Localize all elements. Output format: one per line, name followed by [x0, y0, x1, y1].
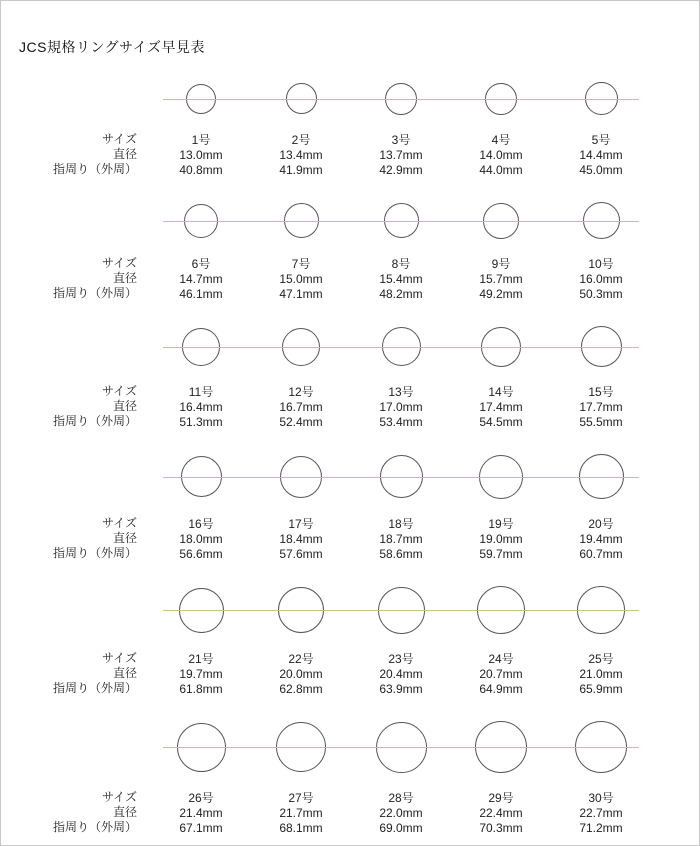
circumference-value: 68.1mm — [279, 820, 323, 835]
circumference-value: 71.2mm — [579, 820, 623, 835]
text-row-diameter — [1, 147, 699, 162]
size-value: 10号 — [588, 257, 614, 271]
row-label-circumference: 指周り（外周） — [52, 414, 137, 428]
size-value: 23号 — [388, 652, 414, 666]
size-value: 21号 — [188, 652, 214, 666]
diameter-value: 22.4mm — [479, 805, 523, 820]
size-row-block — [1, 579, 699, 696]
diameter-value: 20.0mm — [279, 666, 323, 681]
size-value: 7号 — [291, 257, 311, 271]
size-value: 26号 — [188, 791, 214, 805]
size-value: 27号 — [288, 791, 314, 805]
diameter-value: 15.7mm — [479, 271, 523, 286]
circumference-value: 59.7mm — [479, 546, 523, 561]
diameter-value: 13.4mm — [279, 147, 323, 162]
ring-row — [1, 75, 699, 122]
size-value: 25号 — [588, 652, 614, 666]
circumference-value: 41.9mm — [279, 162, 323, 177]
size-value: 17号 — [288, 517, 314, 531]
diameter-value: 13.0mm — [179, 147, 223, 162]
circumference-value: 69.0mm — [379, 820, 423, 835]
size-value: 30号 — [588, 791, 614, 805]
diameter-value: 21.0mm — [579, 666, 623, 681]
size-row-block — [1, 447, 699, 561]
text-row-diameter — [1, 666, 699, 681]
text-row-diameter — [1, 399, 699, 414]
text-row-size — [1, 132, 699, 147]
size-value: 29号 — [488, 791, 514, 805]
size-value: 20号 — [588, 517, 614, 531]
diameter-value: 22.7mm — [579, 805, 623, 820]
row-label-diameter: 直径 — [112, 805, 137, 819]
ring-strip — [151, 195, 651, 246]
diameter-value: 19.4mm — [579, 531, 623, 546]
size-value: 4号 — [491, 133, 511, 147]
ring-guideline — [163, 610, 639, 611]
size-rows-container — [1, 75, 699, 835]
row-label-size: サイズ — [101, 651, 137, 665]
text-row-circumference — [1, 414, 699, 429]
size-row-block — [1, 714, 699, 835]
diameter-value: 15.0mm — [279, 271, 323, 286]
size-row-block — [1, 75, 699, 177]
size-value: 24号 — [488, 652, 514, 666]
text-row-circumference — [1, 162, 699, 177]
diameter-value: 16.0mm — [579, 271, 623, 286]
diameter-value: 14.4mm — [579, 147, 623, 162]
diameter-value: 21.4mm — [179, 805, 223, 820]
text-row-diameter — [1, 271, 699, 286]
size-value: 6号 — [191, 257, 211, 271]
size-value: 3号 — [391, 133, 411, 147]
diameter-value: 18.7mm — [379, 531, 423, 546]
row-label-size: サイズ — [101, 256, 137, 270]
diameter-value: 17.4mm — [479, 399, 523, 414]
ring-strip — [151, 714, 651, 780]
page-title: JCS規格リングサイズ早見表 — [19, 39, 206, 55]
size-value: 16号 — [188, 517, 214, 531]
circumference-value: 54.5mm — [479, 414, 523, 429]
size-value: 13号 — [388, 385, 414, 399]
ring-guideline — [163, 99, 639, 100]
row-label-circumference: 指周り（外周） — [52, 820, 137, 834]
circumference-value: 49.2mm — [479, 286, 523, 301]
text-row-circumference — [1, 820, 699, 835]
size-value: 28号 — [388, 791, 414, 805]
size-value: 5号 — [591, 133, 611, 147]
row-label-diameter: 直径 — [112, 271, 137, 285]
ring-strip — [151, 319, 651, 374]
row-label-size: サイズ — [101, 516, 137, 530]
ring-row — [1, 714, 699, 780]
size-value: 12号 — [288, 385, 314, 399]
diameter-value: 18.4mm — [279, 531, 323, 546]
ring-row — [1, 447, 699, 506]
row-label-circumference: 指周り（外周） — [52, 681, 137, 695]
diameter-value: 20.4mm — [379, 666, 423, 681]
circumference-value: 67.1mm — [179, 820, 223, 835]
circumference-value: 70.3mm — [479, 820, 523, 835]
diameter-value: 15.4mm — [379, 271, 423, 286]
size-value: 15号 — [588, 385, 614, 399]
text-row-circumference — [1, 681, 699, 696]
circumference-value: 50.3mm — [579, 286, 623, 301]
circumference-value: 58.6mm — [379, 546, 423, 561]
size-value: 8号 — [391, 257, 411, 271]
size-value: 2号 — [291, 133, 311, 147]
size-value: 19号 — [488, 517, 514, 531]
row-label-circumference: 指周り（外周） — [52, 286, 137, 300]
text-row-size — [1, 256, 699, 271]
size-value: 14号 — [488, 385, 514, 399]
circumference-value: 48.2mm — [379, 286, 423, 301]
diameter-value: 19.7mm — [179, 666, 223, 681]
row-label-diameter: 直径 — [112, 147, 137, 161]
diameter-value: 20.7mm — [479, 666, 523, 681]
diameter-value: 14.7mm — [179, 271, 223, 286]
size-value: 11号 — [188, 385, 214, 399]
circumference-value: 61.8mm — [179, 681, 223, 696]
diameter-value: 19.0mm — [479, 531, 523, 546]
diameter-value: 18.0mm — [179, 531, 223, 546]
circumference-value: 40.8mm — [179, 162, 223, 177]
row-label-size: サイズ — [101, 384, 137, 398]
text-row-circumference — [1, 286, 699, 301]
circumference-value: 64.9mm — [479, 681, 523, 696]
row-label-circumference: 指周り（外周） — [52, 546, 137, 560]
circumference-value: 55.5mm — [579, 414, 623, 429]
text-row-size — [1, 651, 699, 666]
text-row-circumference — [1, 546, 699, 561]
text-row-size — [1, 384, 699, 399]
row-label-size: サイズ — [101, 790, 137, 804]
diameter-value: 22.0mm — [379, 805, 423, 820]
ring-row — [1, 195, 699, 246]
circumference-value: 57.6mm — [279, 546, 323, 561]
text-row-size — [1, 516, 699, 531]
diameter-value: 17.0mm — [379, 399, 423, 414]
ring-guideline — [163, 747, 639, 748]
ring-guideline — [163, 347, 639, 348]
ring-strip — [151, 579, 651, 641]
circumference-value: 42.9mm — [379, 162, 423, 177]
row-label-diameter: 直径 — [112, 666, 137, 680]
size-value: 22号 — [288, 652, 314, 666]
diameter-value: 17.7mm — [579, 399, 623, 414]
diameter-value: 16.4mm — [179, 399, 223, 414]
circumference-value: 45.0mm — [579, 162, 623, 177]
circumference-value: 60.7mm — [579, 546, 623, 561]
circumference-value: 51.3mm — [179, 414, 223, 429]
ring-guideline — [163, 221, 639, 222]
ring-strip — [151, 75, 651, 122]
text-row-diameter — [1, 805, 699, 820]
text-row-size — [1, 790, 699, 805]
circumference-value: 62.8mm — [279, 681, 323, 696]
ring-strip — [151, 447, 651, 506]
row-label-size: サイズ — [101, 132, 137, 146]
row-label-circumference: 指周り（外周） — [52, 162, 137, 176]
circumference-value: 63.9mm — [379, 681, 423, 696]
ring-guideline — [163, 477, 639, 478]
size-value: 1号 — [191, 133, 211, 147]
circumference-value: 47.1mm — [279, 286, 323, 301]
diameter-value: 13.7mm — [379, 147, 423, 162]
circumference-value: 44.0mm — [479, 162, 523, 177]
size-value: 18号 — [388, 517, 414, 531]
size-value: 9号 — [491, 257, 511, 271]
row-label-diameter: 直径 — [112, 399, 137, 413]
row-label-diameter: 直径 — [112, 531, 137, 545]
circumference-value: 53.4mm — [379, 414, 423, 429]
diameter-value: 21.7mm — [279, 805, 323, 820]
diameter-value: 14.0mm — [479, 147, 523, 162]
ring-row — [1, 579, 699, 641]
circumference-value: 56.6mm — [179, 546, 223, 561]
diameter-value: 16.7mm — [279, 399, 323, 414]
size-row-block — [1, 195, 699, 301]
circumference-value: 65.9mm — [579, 681, 623, 696]
ring-row — [1, 319, 699, 374]
size-row-block — [1, 319, 699, 429]
circumference-value: 52.4mm — [279, 414, 323, 429]
circumference-value: 46.1mm — [179, 286, 223, 301]
text-row-diameter — [1, 531, 699, 546]
